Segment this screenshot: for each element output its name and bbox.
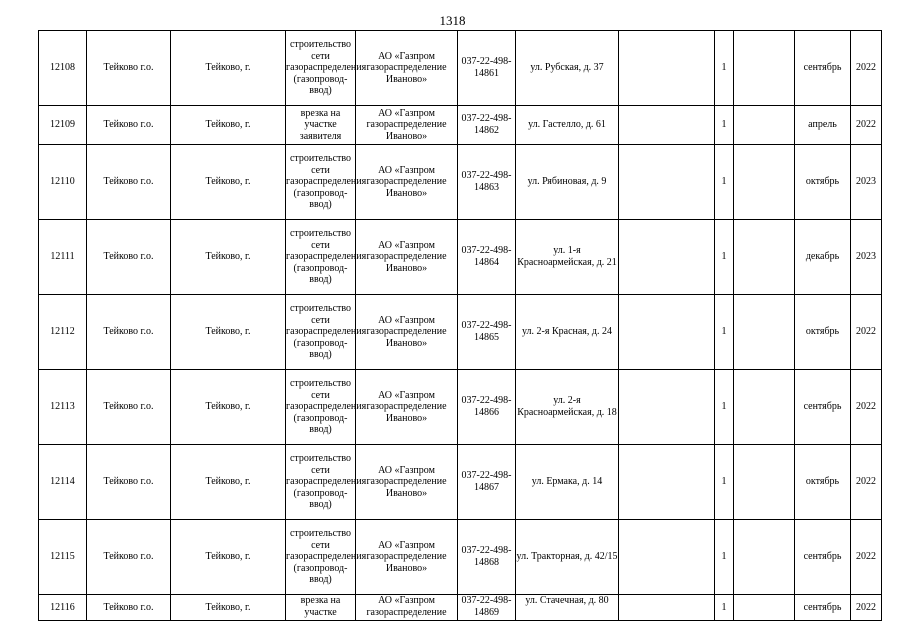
- table-row: [39, 445, 882, 520]
- cell-address: ул. Рубская, д. 37: [516, 31, 619, 106]
- cell-id: 12111: [39, 220, 87, 295]
- cell-work-type: строительство сети газораспределения (газопровод-ввод): [286, 370, 356, 445]
- cell-organization: АО «Газпром газораспределение Иваново»: [356, 220, 458, 295]
- cell-work-type: строительство сети газораспределения (газопровод-ввод): [286, 31, 356, 106]
- cell-work-type: врезка на участке заявителя: [286, 106, 356, 145]
- cell-id: 12116: [39, 595, 87, 621]
- cell-code: 037-22-498-14866: [458, 370, 516, 445]
- cell-code: 037-22-498-14868: [458, 520, 516, 595]
- page-number: 1318: [439, 13, 466, 28]
- cell-work-type: строительство сети газораспределения (газопровод-ввод): [286, 445, 356, 520]
- cell-organization: АО «Газпром газораспределение: [356, 595, 458, 621]
- cell-district: Тейково г.о.: [87, 220, 171, 295]
- cell-year: 2022: [851, 445, 882, 520]
- cell-quantity: 1: [715, 145, 734, 220]
- cell-empty: [619, 370, 715, 445]
- cell-quantity: 1: [715, 520, 734, 595]
- cell-empty: [619, 31, 715, 106]
- cell-address: ул. Гастелло, д. 61: [516, 106, 619, 145]
- cell-empty: [619, 145, 715, 220]
- cell-address: ул. Ермака, д. 14: [516, 445, 619, 520]
- cell-city: Тейково, г.: [171, 520, 286, 595]
- cell-address: ул. 2-я Красная, д. 24: [516, 295, 619, 370]
- cell-work-type: строительство сети газораспределения (газопровод-ввод): [286, 520, 356, 595]
- cell-organization: АО «Газпром газораспределение Иваново»: [356, 370, 458, 445]
- cell-district: Тейково г.о.: [87, 445, 171, 520]
- cell-organization: АО «Газпром газораспределение Иваново»: [356, 295, 458, 370]
- cell-city: Тейково, г.: [171, 145, 286, 220]
- cell-organization: АО «Газпром газораспределение Иваново»: [356, 145, 458, 220]
- cell-city: Тейково, г.: [171, 106, 286, 145]
- cell-month: апрель: [795, 106, 851, 145]
- cell-empty: [734, 220, 795, 295]
- cell-year: 2022: [851, 295, 882, 370]
- cell-empty: [734, 370, 795, 445]
- cell-empty: [619, 595, 715, 621]
- cell-quantity: 1: [715, 106, 734, 145]
- table-row: [39, 106, 882, 145]
- cell-city: Тейково, г.: [171, 445, 286, 520]
- table-row: [39, 370, 882, 445]
- cell-id: 12108: [39, 31, 87, 106]
- cell-empty: [619, 445, 715, 520]
- cell-code: 037-22-498-14869: [458, 595, 516, 621]
- cell-city: Тейково, г.: [171, 295, 286, 370]
- cell-id: 12110: [39, 145, 87, 220]
- cell-code: 037-22-498-14867: [458, 445, 516, 520]
- cell-empty: [734, 106, 795, 145]
- cell-quantity: 1: [715, 295, 734, 370]
- cell-district: Тейково г.о.: [87, 595, 171, 621]
- cell-year: 2023: [851, 220, 882, 295]
- cell-empty: [734, 595, 795, 621]
- cell-id: 12112: [39, 295, 87, 370]
- cell-month: декабрь: [795, 220, 851, 295]
- cell-month: октябрь: [795, 295, 851, 370]
- cell-district: Тейково г.о.: [87, 295, 171, 370]
- table-row: [39, 595, 882, 621]
- cell-organization: АО «Газпром газораспределение Иваново»: [356, 106, 458, 145]
- cell-empty: [734, 31, 795, 106]
- cell-year: 2022: [851, 520, 882, 595]
- cell-organization: АО «Газпром газораспределение Иваново»: [356, 520, 458, 595]
- cell-district: Тейково г.о.: [87, 520, 171, 595]
- cell-year: 2023: [851, 145, 882, 220]
- cell-month: сентябрь: [795, 520, 851, 595]
- cell-district: Тейково г.о.: [87, 145, 171, 220]
- cell-empty: [734, 520, 795, 595]
- cell-work-type: строительство сети газораспределения (газопровод-ввод): [286, 295, 356, 370]
- cell-empty: [734, 295, 795, 370]
- cell-empty: [619, 106, 715, 145]
- cell-empty: [734, 145, 795, 220]
- table-row: [39, 31, 882, 106]
- table-row: [39, 295, 882, 370]
- cell-address: ул. 1-я Красноармейская, д. 21: [516, 220, 619, 295]
- cell-code: 037-22-498-14863: [458, 145, 516, 220]
- cell-quantity: 1: [715, 220, 734, 295]
- cell-month: октябрь: [795, 445, 851, 520]
- cell-organization: АО «Газпром газораспределение Иваново»: [356, 445, 458, 520]
- gas-connection-registry-table: [38, 30, 882, 621]
- cell-address: ул. Рябиновая, д. 9: [516, 145, 619, 220]
- cell-empty: [619, 220, 715, 295]
- cell-year: 2022: [851, 595, 882, 621]
- table-row: [39, 520, 882, 595]
- cell-month: октябрь: [795, 145, 851, 220]
- cell-quantity: 1: [715, 445, 734, 520]
- cell-code: 037-22-498-14861: [458, 31, 516, 106]
- cell-quantity: 1: [715, 595, 734, 621]
- cell-city: Тейково, г.: [171, 370, 286, 445]
- cell-id: 12109: [39, 106, 87, 145]
- cell-work-type: строительство сети газораспределения (газопровод-ввод): [286, 145, 356, 220]
- cell-district: Тейково г.о.: [87, 31, 171, 106]
- cell-work-type: врезка на участке: [286, 595, 356, 621]
- cell-empty: [734, 445, 795, 520]
- cell-code: 037-22-498-14865: [458, 295, 516, 370]
- cell-id: 12114: [39, 445, 87, 520]
- table-row: [39, 145, 882, 220]
- cell-city: Тейково, г.: [171, 220, 286, 295]
- cell-address: ул. Стачечная, д. 80: [516, 595, 619, 621]
- cell-month: сентябрь: [795, 595, 851, 621]
- cell-district: Тейково г.о.: [87, 370, 171, 445]
- cell-year: 2022: [851, 31, 882, 106]
- cell-district: Тейково г.о.: [87, 106, 171, 145]
- cell-quantity: 1: [715, 31, 734, 106]
- cell-year: 2022: [851, 370, 882, 445]
- cell-code: 037-22-498-14862: [458, 106, 516, 145]
- cell-address: ул. Тракторная, д. 42/15: [516, 520, 619, 595]
- cell-work-type: строительство сети газораспределения (газопровод-ввод): [286, 220, 356, 295]
- cell-quantity: 1: [715, 370, 734, 445]
- cell-organization: АО «Газпром газораспределение Иваново»: [356, 31, 458, 106]
- cell-month: сентябрь: [795, 370, 851, 445]
- cell-address: ул. 2-я Красноармейская, д. 18: [516, 370, 619, 445]
- cell-year: 2022: [851, 106, 882, 145]
- cell-id: 12113: [39, 370, 87, 445]
- cell-month: сентябрь: [795, 31, 851, 106]
- cell-city: Тейково, г.: [171, 595, 286, 621]
- cell-city: Тейково, г.: [171, 31, 286, 106]
- table-row: [39, 220, 882, 295]
- cell-empty: [619, 295, 715, 370]
- cell-id: 12115: [39, 520, 87, 595]
- cell-code: 037-22-498-14864: [458, 220, 516, 295]
- cell-empty: [619, 520, 715, 595]
